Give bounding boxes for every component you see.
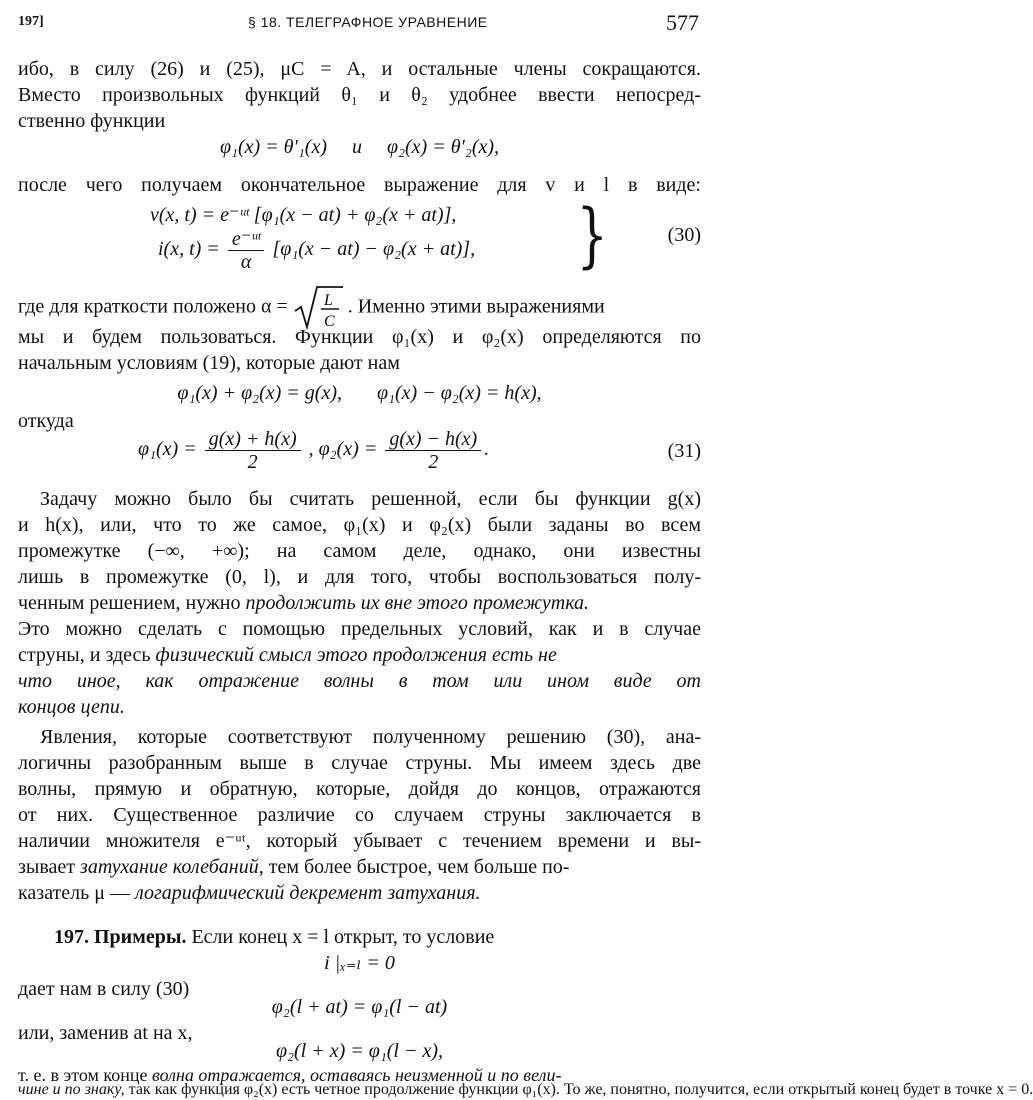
text-line: начальным условиям (19), которые дают нам (18, 352, 400, 374)
text-line: волны, прямую и обратную, которые, дойдя до концов, отражаются (18, 778, 701, 800)
equation-fragment: φ₁(x) = (138, 438, 197, 461)
fraction-denominator: 2 (428, 451, 439, 473)
text-line (18, 642, 701, 668)
text-line: или, заменив at на x, (18, 1022, 193, 1044)
equation-phi-theta: φ₁(x) = θ′₁(x) и φ₂(x) = θ′₂(x), (219, 136, 500, 158)
text-line (18, 854, 701, 880)
equation-31: φ₁(x) = $\frac{g(x) + h(x)}{2}$ , φ₂(x) = $\frac{g(x) - h(x)}{2}$ . (138, 428, 490, 473)
equation-boundary: i |ₓ₌ₗ = 0 (324, 952, 395, 974)
equation-sum-diff: φ₁(x) + φ₂(x) = g(x), φ₁(x) − φ₂(x) = h(x), (177, 382, 542, 404)
text-line: ибо, в силу (26) и (25), μC = A, и остальные члены сокращаются. (18, 58, 701, 80)
text-line (18, 590, 701, 616)
text-fragment: зывает (18, 856, 81, 878)
text-line: от них. Существенное различие со случаем струны заключается в (18, 804, 701, 826)
text-fragment: Если конец x = l открыт, то условие (186, 926, 495, 948)
text-line-emphasis: концов цепи. (18, 696, 125, 718)
text-line: наличии множителя e⁻ᵘᵗ, который убывает с течением времени и вы- (18, 830, 701, 852)
fraction-numerator: e⁻ᵘᵗ (228, 228, 265, 251)
equation-30b-left: i(x, t) = (158, 238, 220, 261)
text-fragment: . Именно этими выражениями (347, 295, 605, 318)
text-line: Это можно сделать с помощью предельных условий, как и в случае (18, 618, 701, 640)
text-fragment: так как функция φ₂(x) есть четное продолжение функции (124, 1081, 519, 1098)
text-line: лишь в промежутке (0, l), и для того, чтобы воспользоваться полу- (18, 566, 701, 588)
text-line: ственно функции (18, 110, 166, 132)
fraction-numerator: g(x) − h(x) (385, 428, 481, 451)
section-197-heading-line (54, 924, 701, 950)
text-line (18, 880, 701, 906)
emphasis: волна отражается, оставаясь неизменной и по вели- (152, 1065, 562, 1085)
text-line: логичны разобранным выше в случае струны. Мы имеем здесь две (18, 752, 701, 774)
section-ref: 197] (18, 14, 44, 29)
text-line: Явления, которые соответствуют полученному решению (30), ана- (40, 726, 701, 748)
text-line: Задачу можно было бы считать решенной, если бы функции g(x) (40, 488, 701, 510)
text-fragment: φ₁(x). То же, понятно, получится, если открытый конец будет в точке x = 0. (522, 1081, 1033, 1098)
text-line-emphasis: что иное, как отражение волны в том или ином виде от (18, 670, 701, 692)
page-number: 577 (666, 10, 699, 35)
text-fragment: где для краткости положено α = (18, 295, 288, 318)
equation-30b-right: [φ₁(x − at) − φ₂(x + at)], (272, 238, 476, 261)
text-line: после чего получаем окончательное выражение для v и l в виде: (18, 174, 701, 196)
fraction (205, 428, 301, 473)
fraction (385, 428, 481, 473)
emphasis: чине и по знаку, (18, 1081, 125, 1098)
text-fragment: казатель μ — (18, 882, 135, 904)
fraction-denominator: 2 (247, 451, 258, 473)
equation-30a: v(x, t) = e⁻ᵘᵗ [φ₁(x − at) + φ₂(x + at)], (150, 204, 457, 226)
text-line (18, 1080, 1033, 1100)
sqrt-numerator: L (323, 292, 333, 309)
fraction-numerator: g(x) + h(x) (205, 428, 301, 451)
text-fragment: тем более быстрое, чем больше по- (263, 856, 570, 878)
text-line: мы и будем пользоваться. Функции φ₁(x) и φ₂(x) определяются по (18, 326, 701, 348)
sqrt-denominator: C (323, 313, 335, 330)
running-header (18, 12, 703, 42)
text-line: откуда (18, 410, 74, 432)
text-fragment: т. е. в этом конце (18, 1065, 152, 1085)
equation-reflection-x: φ₂(l + x) = φ₁(l − x), (275, 1040, 444, 1062)
equation-number-31: (31) (667, 440, 701, 462)
text-line: промежутке (−∞, +∞); на самом деле, однако, они известны (18, 540, 701, 562)
emphasis: продолжить их вне этого промежутка. (245, 592, 590, 614)
fraction (228, 228, 265, 273)
text-line: дает нам в силу (30) (18, 978, 190, 1000)
equation-reflection: φ₂(l + at) = φ₁(l − at) (271, 996, 448, 1018)
equation-30b (158, 228, 475, 273)
emphasis: физический смысл этого продолжения есть не (155, 644, 557, 666)
emphasis: затухание колебаний, (80, 856, 264, 878)
section-heading: 197. Примеры. (54, 926, 187, 948)
emphasis: логарифмический декремент затухания. (135, 882, 481, 904)
text-fragment: струны, и здесь (18, 644, 156, 666)
right-brace: } (576, 194, 608, 276)
equation-fragment: , φ₂(x) = (308, 438, 378, 461)
text-line: Вместо произвольных функций θ₁ и θ₂ удобнее ввести непосред- (18, 84, 701, 106)
equation-number-30: (30) (667, 224, 701, 246)
running-title: § 18. ТЕЛЕГРАФНОЕ УРАВНЕНИЕ (248, 14, 488, 30)
text-fragment: ченным решением, нужно (18, 592, 246, 614)
text-line: и h(x), или, что то же самое, φ₁(x) и φ₂(x) были заданы во всем (18, 514, 701, 536)
fraction-denominator: α (240, 251, 252, 273)
